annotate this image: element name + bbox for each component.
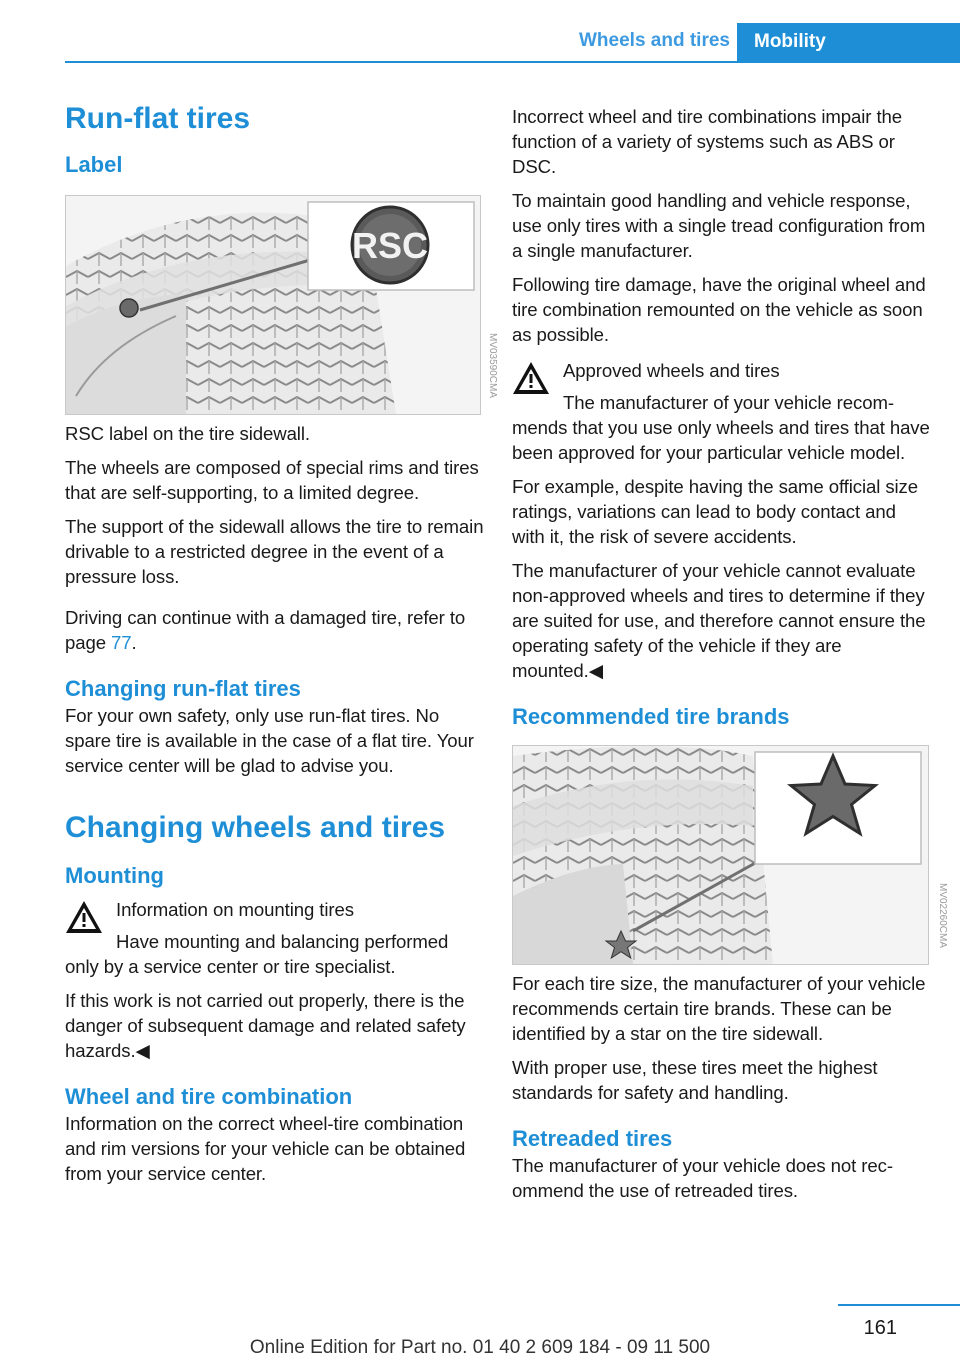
header-tab-mobility: Mobility bbox=[737, 23, 960, 61]
paragraph-self-supporting: The wheels are composed of special rims and tires that are self-supporting, to a limited degree. bbox=[65, 457, 479, 503]
footer-edition: Online Edition for Part no. 01 40 2 609 184 - 09 11 500 bbox=[249, 1337, 711, 1358]
warning-approved-wheels bbox=[512, 358, 932, 383]
paragraph-non-approved: The manufacturer of your vehicle cannot evaluate non-approved wheels and tires to determine if they are suited for use, and therefore cannot ensure the operating safety of the vehicle if they are mounted.◀ bbox=[512, 560, 926, 681]
figure-id-1: MV03590CMA bbox=[487, 333, 498, 399]
paragraph-driving-continue bbox=[65, 605, 485, 655]
section-title-run-flat: Run-flat tires bbox=[65, 102, 251, 135]
rsc-logo-text: RSC bbox=[351, 225, 429, 266]
warning-triangle-icon bbox=[65, 900, 103, 934]
paragraph-proper-use: With proper use, these tires meet the highest standards for safety and handling. bbox=[512, 1057, 878, 1103]
section-title-changing-wheels: Changing wheels and tires bbox=[65, 811, 446, 844]
page-number: 161 bbox=[863, 1317, 897, 1339]
figure-caption-rsc: RSC label on the tire sidewall. bbox=[65, 423, 310, 444]
paragraph-driving-end: . bbox=[131, 632, 137, 653]
header-rule bbox=[65, 61, 960, 63]
star-tire-figure bbox=[512, 745, 948, 965]
warning-mounting-title: Information on mounting tires bbox=[116, 899, 354, 920]
warning-mounting bbox=[65, 897, 485, 922]
warning-approved-title: Approved wheels and tires bbox=[563, 360, 780, 381]
paragraph-sidewall-support: The support of the sidewall allows the tire to remain drivable to a restricted degree in the event of a pressure loss. bbox=[65, 516, 484, 587]
paragraph-size-ratings: For example, despite having the same official size ratings, variations can lead to body contact and with it, the risk of severe accidents. bbox=[512, 476, 918, 547]
warning-triangle-icon bbox=[512, 361, 550, 395]
paragraph-work-not-proper: If this work is not carried out properly, there is the danger of subsequent damage and related safety hazards.◀ bbox=[65, 990, 466, 1061]
figure-id-2: MV02260CMA bbox=[937, 883, 948, 949]
heading-retreaded-tires: Retreaded tires bbox=[512, 1126, 673, 1151]
heading-changing-run-flat: Changing run-flat tires bbox=[65, 676, 301, 701]
star-tire-illustration bbox=[513, 746, 928, 964]
paragraph-combination-info: Information on the correct wheel-tire combination and rim versions for your vehicle can be obtained from your service center. bbox=[65, 1113, 466, 1184]
paragraph-incorrect-combination: Incorrect wheel and tire combinations impair the function of a variety of systems such as ABS or DSC. bbox=[512, 106, 902, 177]
warning-mounting-text: Have mounting and balancing performed only by a service center or tire specialist. bbox=[65, 931, 449, 977]
page-link-77[interactable]: 77 bbox=[111, 632, 132, 653]
paragraph-run-flat-only: For your own safety, only use run-flat tires. No spare tire is available in the case of a flat tire. Your service center will be glad to advise you. bbox=[65, 705, 474, 776]
heading-label: Label bbox=[65, 152, 123, 177]
footer-rule bbox=[838, 1304, 960, 1306]
rsc-tire-illustration bbox=[66, 196, 480, 414]
warning-approved-text: The manufacturer of your vehicle recommends that you use only wheels and tires that have been approved for your particular vehicle model. bbox=[512, 392, 930, 463]
header-section-title: Wheels and tires bbox=[579, 30, 730, 51]
paragraph-driving-text: Driving can continue with a damaged tire, refer to page bbox=[65, 607, 466, 653]
right-column bbox=[512, 104, 948, 1203]
rsc-tire-figure bbox=[65, 195, 498, 415]
heading-wheel-tire-combination: Wheel and tire combination bbox=[65, 1084, 353, 1109]
paragraph-tire-damage: Following tire damage, have the original wheel and tire combination remounted on the vehicle as soon as possible. bbox=[512, 274, 926, 345]
heading-mounting: Mounting bbox=[65, 863, 164, 888]
paragraph-handling: To maintain good handling and vehicle response, use only tires with a single tread configuration from a single manufacturer. bbox=[512, 190, 926, 261]
left-column bbox=[65, 101, 498, 1186]
paragraph-tire-brands: For each tire size, the manufacturer of your vehicle recommends certain tire brands. These can be identified by a star on the tire sidewall. bbox=[512, 973, 926, 1044]
paragraph-retreaded: The manufacturer of your vehicle does not recommend the use of retreaded tires. bbox=[512, 1155, 894, 1201]
heading-recommended-brands: Recommended tire brands bbox=[512, 704, 790, 729]
